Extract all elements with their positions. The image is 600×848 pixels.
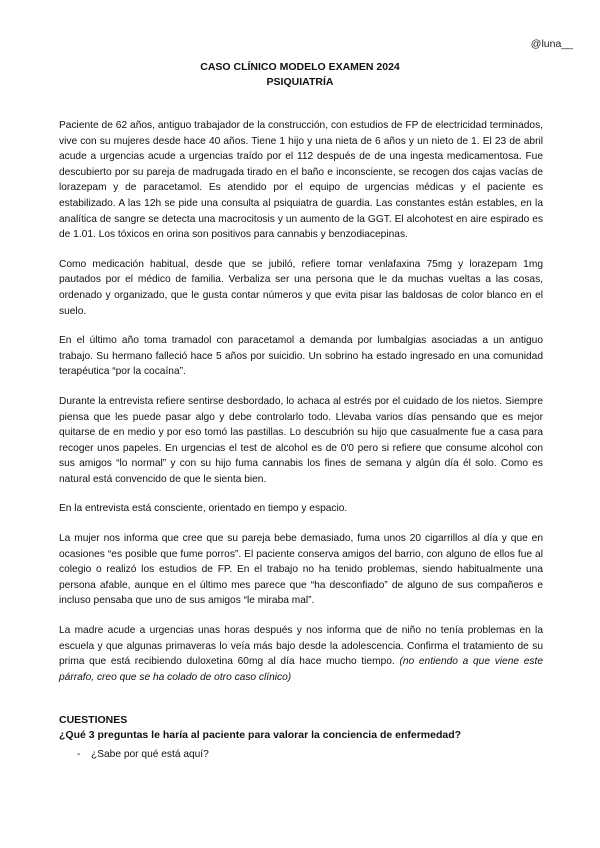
answer-text: ¿Sabe por qué está aquí? bbox=[91, 749, 209, 761]
title-line-2: PSIQUIATRÍA bbox=[266, 76, 334, 88]
author-note: (no entiendo a que viene este párrafo, creo que se ha colado de otro caso clínico) bbox=[59, 656, 543, 683]
answer-list bbox=[59, 747, 543, 762]
author-handle: @luna__ bbox=[530, 38, 573, 50]
document-title bbox=[0, 60, 600, 90]
mother-report-text: La madre acude a urgencias unas horas después y nos informa que de niño no tenía problemas en la escuela y que algunas primaveras lo veía más bajo desde la adolescencia. Confirma el tratamiento de su prima que está recibiendo duloxetina 60mg al día hace mucho tiempo. bbox=[59, 625, 543, 668]
paragraph-medication: Como medicación habitual, desde que se jubiló, refiere tomar venlafaxina 75mg y lorazepam 1mg pautados por el médico de familia. Verbaliza ser una persona que le da muchas vueltas a las cosas, ordenado y organizado, que le gusta contar números y que evita pisar las baldosas de color blanco en el suelo. bbox=[59, 258, 543, 317]
paragraph-case-presentation: Paciente de 62 años, antiguo trabajador de la construcción, con estudios de FP de electricidad terminados, vive con su mujeres desde hace 40 años. Tiene 1 hijo y una nieta de 6 años y un nieto de 1. El 23 de abril acude a urgencias acude a urgencias traído por el 112 después de de una ingesta medicamentosa. Fue descubierto por su pareja de madrugada tirado en el baño e inconsciente, se recogen dos cajas vacías de lorazepam y de paracetamol. Es atendido por el equipo de urgencias médicas y el paciente es estabilizado. A las 12h se pide una consulta al psiquiatra de guardia. Las constantes están estables, en la analítica de sangre se detecta una macrocitosis y un aumento de la GGT. El alcohotest en aire espirado es de 1.01. Los tóxicos en orina son positivos para cannabis y benzodiacepinas. bbox=[59, 120, 543, 241]
paragraph-wife-report: La mujer nos informa que cree que su pareja bebe demasiado, fuma unos 20 cigarrillos al día y que en ocasiones “es posible que fume porros”. El paciente conserva amigos del barrio, con alguno de ellos fue al colegio o realizó los estudios de FP. En el trabajo no ha tenido problemas, siendo habitualmente una persona afable, aunque en el último mes parece que “ha desconfiado” de alguno de sus compañeros e incluso pensaba que uno de sus amigos “le miraba mal”. bbox=[59, 533, 543, 607]
dash-bullet: - bbox=[77, 749, 81, 761]
question-1: ¿Qué 3 preguntas le haría al paciente para valorar la conciencia de enfermedad? bbox=[59, 729, 462, 742]
paragraph-interview: Durante la entrevista refiere sentirse desbordado, lo achaca al estrés por el cuidado de los nietos. Siempre piensa que les puede pasar algo y debe controlarlo todo. Llevaba varios días pensando que es mejor quitarse de en medio y por eso tomó las pastillas. Lo descubrión su hijo que casualmente fue a casa para recoger unos papeles. En urgencias el test de alcohol es de 0'0 pero si refiere que consume alcohol con sus amigos “lo normal” y con su hijo fuma cannabis los fines de semana y algún día él solo. Como es natural está convencido de que le sienta bien. bbox=[59, 395, 543, 485]
answer-item bbox=[77, 747, 543, 762]
title-line-1: CASO CLÍNICO MODELO EXAMEN 2024 bbox=[200, 61, 400, 73]
questions-heading: CUESTIONES bbox=[59, 714, 128, 727]
paragraph-mother-report bbox=[59, 623, 543, 685]
paragraph-history: En el último año toma tramadol con paracetamol a demanda por lumbalgias asociadas a un antiguo trabajo. Su hermano falleció hace 5 años por suicidio. Un sobrino ha estado ingresado en una comunidad terapéutica “por la cocaína”. bbox=[59, 335, 543, 378]
paragraph-orientation: En la entrevista está consciente, orientado en tiempo y espacio. bbox=[59, 503, 348, 515]
case-body bbox=[59, 118, 543, 762]
